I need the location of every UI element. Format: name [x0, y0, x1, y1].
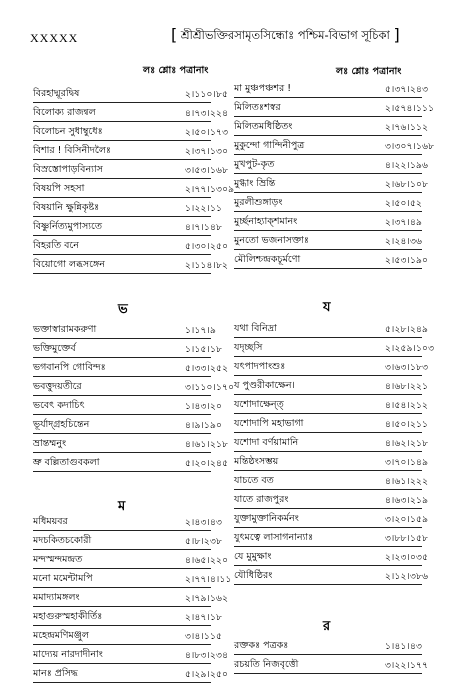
verse-first-line: য পুণ্ডরীকাক্ষেন।	[234, 380, 295, 391]
section-letter-bha: ভ	[118, 302, 128, 317]
verse-first-line: মনো মমেন্টামপি	[33, 573, 93, 584]
row-rule	[234, 375, 422, 376]
row-rule	[234, 654, 422, 655]
verse-reference: ৩।৩০৭।১৬৮	[385, 142, 435, 152]
verse-reference: ৪।৬৩।২১৯	[385, 496, 429, 506]
verse-reference: ৪।৬২।২১৮	[385, 439, 429, 449]
verse-reference: ৪।২২।১৯৬	[385, 161, 429, 171]
row-rule	[33, 644, 211, 645]
row-rule	[33, 433, 211, 434]
verse-reference: ৪।৬১।২১৮	[185, 440, 229, 450]
verse-first-line: মৌলিশ্চন্দ্রকচূর্মণো	[234, 254, 301, 265]
row-rule	[234, 508, 422, 509]
row-rule	[234, 116, 422, 117]
row-rule	[33, 273, 211, 274]
verse-first-line: মদচকিতচকোরী	[33, 535, 92, 546]
verse-first-line: মিলিতঃশস্বর	[234, 102, 281, 113]
row-rule	[234, 337, 422, 338]
row-rule	[234, 432, 422, 433]
index-title	[171, 25, 400, 46]
row-rule	[234, 565, 422, 566]
verse-first-line: ভগবানপি গোবিন্দঃ	[33, 362, 106, 373]
verse-first-line: যশোদাক্ষেন্ত্	[234, 399, 284, 410]
row-rule	[234, 470, 422, 471]
verse-first-line: যুক্তামুক্তানিকর্মনং	[234, 513, 299, 524]
verse-first-line: যৎপাদপাংশুঃ	[234, 361, 286, 372]
verse-first-line: রচয়তি নিজবৃত্তৌ	[234, 659, 299, 670]
row-rule	[33, 216, 211, 217]
row-rule	[33, 235, 211, 236]
verse-reference: ২।৪৩।৪৩	[185, 518, 223, 528]
verse-first-line: রক্তকঃ পত্রকঃ	[234, 640, 289, 651]
verse-reference: ৪।৬৫।২২০	[185, 556, 229, 566]
verse-reference: ১।১৭।৯	[185, 326, 217, 336]
verse-first-line: মানঃ প্রসিদ্ধ	[33, 668, 78, 679]
title-bracket-left: [	[171, 25, 178, 44]
verse-reference: ২।৩৭।৪৯	[385, 218, 423, 228]
verse-first-line: ভ্রু বল্লিতাগুবকলা	[33, 457, 100, 468]
verse-reference: ২।২৩।০৩৫	[385, 553, 429, 563]
row-rule	[234, 527, 422, 528]
verse-first-line: বিহরতি বনে	[33, 240, 79, 251]
verse-first-line: যাচতে বত	[234, 475, 274, 486]
row-rule	[33, 159, 211, 160]
row-rule	[33, 414, 211, 415]
verse-reference: ১।২২।১১	[185, 204, 223, 214]
verse-first-line: মন্তিষ্ঠংসম্ভয়	[234, 456, 279, 467]
verse-reference: ২।১১০।৮৫	[185, 90, 229, 100]
title-bracket-right: ]	[393, 25, 400, 44]
row-rule	[33, 338, 211, 339]
verse-reference: ৩।৬৩।১৮৩	[385, 363, 429, 373]
verse-reference: ২।৫০।৫২	[385, 199, 423, 209]
row-rule	[33, 587, 211, 588]
row-rule	[33, 606, 211, 607]
row-rule	[234, 451, 422, 452]
row-rule	[33, 197, 211, 198]
row-rule	[234, 584, 422, 585]
verse-reference: ২।১২।৩৮৬	[385, 572, 429, 582]
verse-reference: ৫।৩৭।২৪৩	[385, 85, 429, 95]
verse-reference: ৩।৫৩।১৬৮	[185, 166, 229, 176]
verse-first-line: বিশার ! বিসিনীদলৈঃ	[33, 145, 111, 156]
verse-reference: ৪।৫৪।২১২	[385, 401, 429, 411]
verse-reference: ৫।৮।২৩৮	[185, 537, 223, 547]
row-rule	[234, 673, 422, 674]
row-rule	[33, 452, 211, 453]
verse-first-line: ভবেৎ কদাচিৎ	[33, 400, 85, 411]
row-rule	[33, 121, 211, 122]
verse-first-line: মুনতো ভজনাসক্তাঃ	[234, 235, 309, 246]
row-rule	[33, 682, 211, 683]
row-rule	[33, 530, 211, 531]
verse-reference: ২।৭৯।১৬২	[185, 594, 229, 604]
left-column-header: লঃ শ্লোঃ পত্রানাং	[143, 65, 209, 76]
verse-first-line: ভক্তাস্বারামকরুণা	[33, 324, 97, 335]
verse-reference: ৩।২২।১৭৭	[385, 661, 429, 671]
verse-reference: ২।১১৪।৮২	[185, 261, 229, 271]
verse-reference: ১।৪১।৪৩	[385, 642, 423, 652]
verse-reference: ২।৫০।১৭৩	[185, 128, 229, 138]
verse-first-line: বিষ্ণুর্নিত্যমুপাস্যতে	[33, 221, 102, 232]
verse-reference: ২।৬৮।১০৮	[385, 180, 429, 190]
verse-first-line: মহেন্দ্রমণিমঞ্জুল	[33, 630, 89, 641]
row-rule	[33, 568, 211, 569]
verse-reference: ৩।৪।১১৫	[185, 632, 223, 642]
verse-reference: ২।৭৭।১৩০৯	[185, 185, 235, 195]
verse-reference: ৪।৭।১৪৮	[185, 223, 223, 233]
row-rule	[234, 97, 422, 98]
verse-first-line: মুকুন্দো গান্দিনীপুত্র	[234, 140, 305, 151]
verse-reference: ২।৭৭।৪।১১	[185, 575, 232, 585]
verse-first-line: ভক্তিমুক্তের্ব	[33, 343, 76, 354]
row-rule	[234, 135, 422, 136]
verse-first-line: ভ্রান্তম্মনুং	[33, 438, 67, 449]
verse-reference: ৩।১১০।১৭০	[185, 383, 235, 393]
verse-first-line: মমাদ্যামঙ্গলং	[33, 592, 80, 603]
verse-first-line: যথা বিনিদ্রা	[234, 323, 277, 334]
row-rule	[33, 254, 211, 255]
verse-reference: ২।২৫৯।১০৩	[385, 344, 435, 354]
row-rule	[234, 211, 422, 212]
verse-first-line: মুরলীশুঙ্গাড়ং	[234, 197, 283, 208]
verse-first-line: ভূর্যাদ্গ্রহচিন্তেন	[33, 419, 90, 430]
verse-first-line: মন্দস্মন্দমন্দ্রত	[33, 554, 83, 565]
row-rule	[33, 140, 211, 141]
verse-first-line: যশোদা বর্ণয়ামানি	[234, 437, 299, 448]
row-rule	[33, 625, 211, 626]
verse-reference: ৩।৭০।১৪৯	[385, 458, 429, 468]
verse-first-line: বিলোচন সুধাম্বুধেঃ	[33, 126, 103, 137]
row-rule	[33, 663, 211, 664]
verse-first-line: বিষয়পি সহসা	[33, 183, 85, 194]
verse-reference: ৪।৫০।২১১	[385, 420, 429, 430]
verse-reference: ২।৭৬।১১২	[385, 123, 429, 133]
verse-first-line: যুৎমত্বে লাসাগনান্যাঃ	[234, 532, 314, 543]
section-letter-ra: র	[323, 619, 331, 634]
row-rule	[234, 413, 422, 414]
verse-first-line: বিলোক্য রাজন্বল	[33, 107, 96, 118]
verse-reference: ৫।৩০।২৫০	[185, 242, 229, 252]
verse-reference: ৪।৭৩।২২৪	[185, 109, 229, 119]
row-rule	[33, 357, 211, 358]
verse-first-line: মুখপুট-কৃত	[234, 159, 275, 170]
verse-reference: ১।৪৩।২০	[185, 402, 223, 412]
verse-first-line: বিয়োগো লব্ধসঙ্গেন	[33, 259, 105, 270]
row-rule	[234, 154, 422, 155]
row-rule	[234, 268, 422, 269]
row-rule	[234, 356, 422, 357]
row-rule	[234, 394, 422, 395]
row-rule	[33, 395, 211, 396]
row-rule	[33, 178, 211, 179]
verse-reference: ৫।২০।২৪৫	[185, 459, 229, 469]
verse-first-line: মুর্চ্ছনাহ্যাক্শমানং	[234, 216, 298, 227]
row-rule	[234, 192, 422, 193]
verse-reference: ৪।৬১।২২২	[385, 477, 429, 487]
verse-reference: ৪।৬৮।২২১	[385, 382, 429, 392]
verse-first-line: যৌধিষ্ঠিরং	[234, 570, 273, 581]
verse-reference: ২।৫৭৪।১১১	[385, 104, 435, 114]
verse-reference: ৩।২০।১৫৯	[385, 515, 429, 525]
row-rule	[33, 376, 211, 377]
right-column-header: লঃ শ্লোঃ পত্রানাং	[336, 66, 402, 77]
verse-reference: ২।৪৭।১৮	[185, 613, 223, 623]
verse-first-line: যাতে রাজপুরং	[234, 494, 289, 505]
verse-first-line: যদৃচ্ছসি	[234, 342, 263, 353]
row-rule	[234, 173, 422, 174]
row-rule	[234, 230, 422, 231]
verse-first-line: মাদ্যেয় নারদাদীনাং	[33, 649, 103, 660]
verse-reference: ২।৫৩।১৯০	[385, 256, 429, 266]
verse-reference: ৪।৯।১৯০	[185, 421, 223, 431]
row-rule	[33, 549, 211, 550]
row-rule	[234, 489, 422, 490]
verse-reference: ৪।৮৩।২৩৪	[185, 651, 229, 661]
verse-first-line: যে মুমুক্ষাং	[234, 551, 272, 562]
row-rule	[33, 471, 211, 472]
verse-first-line: মিলিতমধিষ্ঠিতং	[234, 121, 293, 132]
verse-reference: ৫।২৯।২৫০	[185, 670, 229, 680]
page-number: XXXXX	[30, 31, 79, 45]
verse-reference: ২।২৪।৩৬	[385, 237, 423, 247]
verse-reference: ৩।৮৮।১৫৮	[385, 534, 429, 544]
row-rule	[234, 546, 422, 547]
verse-first-line: মধিময়বর	[33, 516, 68, 527]
section-letter-ya: য	[323, 300, 331, 315]
row-rule	[234, 249, 422, 250]
verse-first-line: বিস্রস্তোপাড়বিন্যাস	[33, 164, 103, 175]
verse-first-line: মা মুঞ্চপঞ্চশর !	[234, 83, 292, 94]
verse-first-line: বিষয়ানি ক্ষুন্নিকৃষ্টঃ	[33, 202, 100, 213]
verse-reference: ৫।৩৩।২৫২	[185, 364, 229, 374]
verse-reference: ৫।২৮।২৪৯	[385, 325, 429, 335]
verse-first-line: বিরহাদ্মূরদ্বিষ	[33, 88, 80, 99]
verse-first-line: মুগ্ধাং ভ্রিন্তি	[234, 178, 276, 189]
verse-reference: ২।৩৭।১৩০	[185, 147, 229, 157]
verse-first-line: মহাগুরুস্মহাকীর্তিঃ	[33, 611, 103, 622]
verse-reference: ১।১৫।১৮	[185, 345, 223, 355]
verse-first-line: ভবত্তুদয়তীরে	[33, 381, 82, 392]
title-text: শ্রীশ্রীভক্তিরসামৃতসিন্ধোঃ পশ্চিম-বিভাগ সূচিকা	[180, 28, 390, 42]
verse-first-line: যশোদাপি মহাভাগা	[234, 418, 304, 429]
section-letter-ma: ম	[118, 499, 126, 514]
row-rule	[33, 102, 211, 103]
